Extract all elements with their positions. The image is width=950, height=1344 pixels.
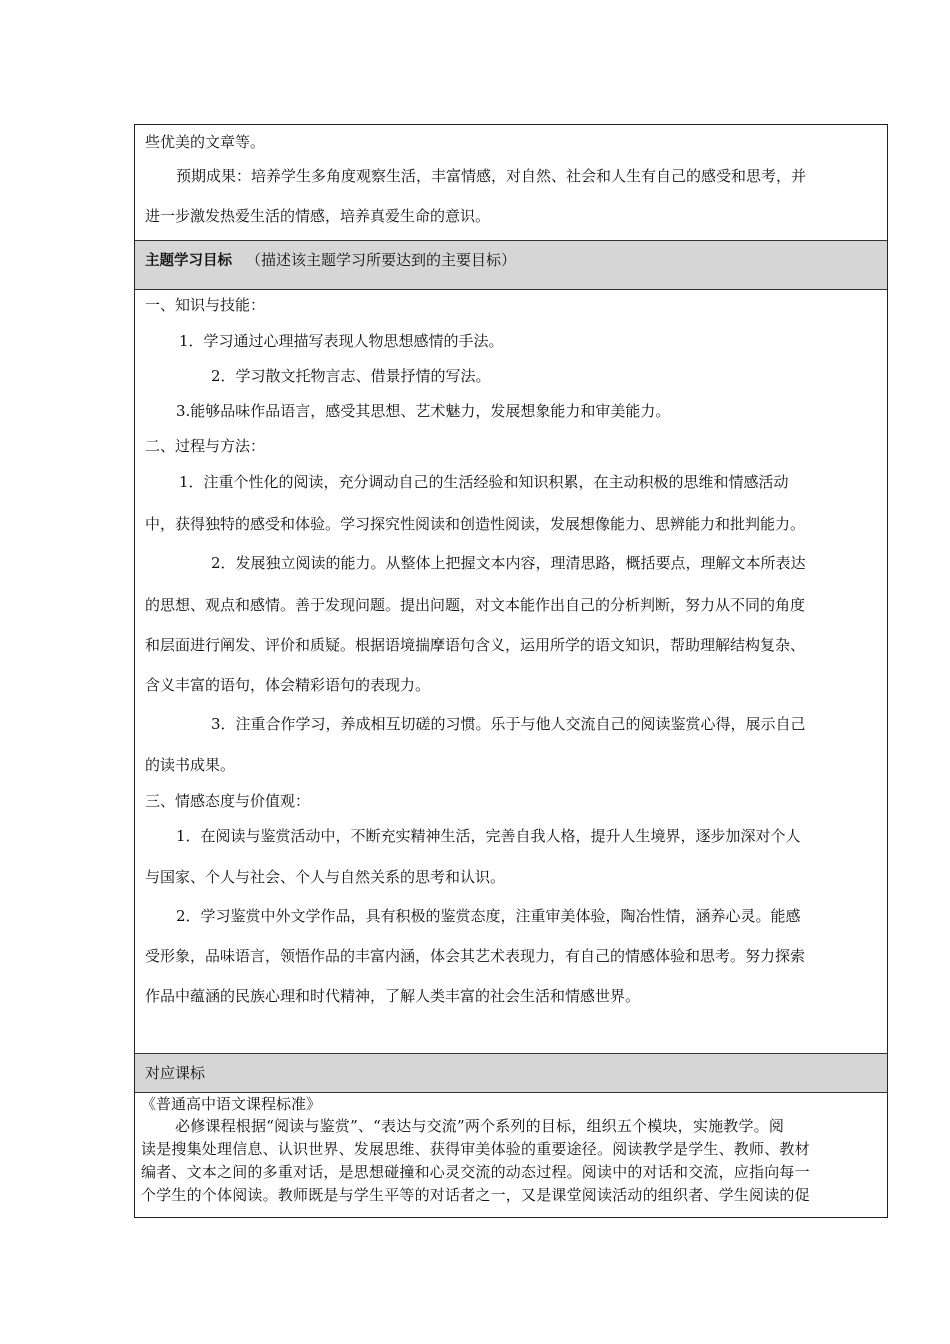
standard-header bbox=[135, 1053, 887, 1093]
text-line: 2．学习鉴赏中外文学作品，具有积极的鉴赏态度，注重审美体验，陶冶性情，涵养心灵。能感 bbox=[176, 907, 801, 925]
text-line: 受形象，品味语言，领悟作品的丰富内涵，体会其艺术表现力，有自己的情感体验和思考。努力探索 bbox=[145, 947, 806, 965]
text-line: 1．在阅读与鉴赏活动中，不断充实精神生活，完善自我人格，提升人生境界，逐步加深对个人 bbox=[176, 827, 801, 845]
text-line: 2．学习散文托物言志、借景抒情的写法。 bbox=[211, 367, 491, 385]
text-line: 1．学习通过心理描写表现人物思想感情的手法。 bbox=[179, 332, 504, 350]
text-line: 个学生的个体阅读。教师既是与学生平等的对话者之一，又是课堂阅读活动的组织者、学生阅读的促 bbox=[141, 1186, 810, 1204]
text-line: 作品中蕴涵的民族心理和时代精神，了解人类丰富的社会生活和情感世界。 bbox=[145, 987, 641, 1005]
goals-header bbox=[135, 241, 887, 290]
text-line: 与国家、个人与社会、个人与自然关系的思考和认识。 bbox=[145, 868, 506, 886]
text-line: 和层面进行阐发、评价和质疑。根据语境揣摩语句含义，运用所学的语文知识，帮助理解结构复杂、 bbox=[145, 636, 806, 654]
text-line: 3．注重合作学习，养成相互切磋的习惯。乐于与他人交流自己的阅读鉴赏心得，展示自己 bbox=[211, 715, 806, 733]
standard-body bbox=[135, 1093, 887, 1217]
text-line: 含义丰富的语句，体会精彩语句的表现力。 bbox=[145, 676, 431, 694]
standard-title: 《普通高中语文课程标准》 bbox=[141, 1095, 322, 1113]
goal-heading-values: 三、情感态度与价值观： bbox=[145, 792, 311, 810]
text-line: 3.能够品味作品语言，感受其思想、艺术魅力，发展想象能力和审美能力。 bbox=[176, 402, 671, 420]
goals-header-note: （描述该主题学习所要达到的主要目标） bbox=[246, 251, 517, 269]
expected-results-section bbox=[135, 125, 887, 241]
text-line: 些优美的文章等。 bbox=[145, 133, 266, 151]
text-line: 必修课程根据“阅读与鉴赏”、“表达与交流”两个系列的目标，组织五个模块，实施教学。阅 bbox=[175, 1117, 785, 1135]
goal-heading-process: 二、过程与方法： bbox=[145, 437, 266, 455]
text-line: 读是搜集处理信息、认识世界、发展思维、获得审美体验的重要途径。阅读教学是学生、教师、教材 bbox=[141, 1140, 810, 1158]
text-line: 预期成果：培养学生多角度观察生活，丰富情感，对自然、社会和人生有自己的感受和思考，并 bbox=[176, 167, 807, 185]
lesson-plan-table bbox=[134, 124, 888, 1218]
text-line: 中，获得独特的感受和体验。学习探究性阅读和创造性阅读，发展想像能力、思辨能力和批判能力。 bbox=[145, 515, 806, 533]
standard-header-title: 对应课标 bbox=[145, 1064, 206, 1082]
text-line: 的读书成果。 bbox=[145, 756, 236, 774]
text-line: 进一步激发热爱生活的情感，培养真爱生命的意识。 bbox=[145, 207, 491, 225]
text-line: 编者、文本之间的多重对话，是思想碰撞和心灵交流的动态过程。阅读中的对话和交流，应指向每一 bbox=[141, 1163, 810, 1181]
goals-header-title: 主题学习目标 bbox=[145, 253, 232, 269]
text-line: 1．注重个性化的阅读，充分调动自己的生活经验和知识积累，在主动积极的思维和情感活动 bbox=[179, 473, 789, 491]
goals-body bbox=[135, 290, 887, 1053]
text-line: 的思想、观点和感情。善于发现问题。提出问题，对文本能作出自己的分析判断，努力从不同的角度 bbox=[145, 596, 806, 614]
text-line: 2．发展独立阅读的能力。从整体上把握文本内容，理清思路，概括要点，理解文本所表达 bbox=[211, 554, 806, 572]
goal-heading-knowledge: 一、知识与技能： bbox=[145, 296, 266, 314]
